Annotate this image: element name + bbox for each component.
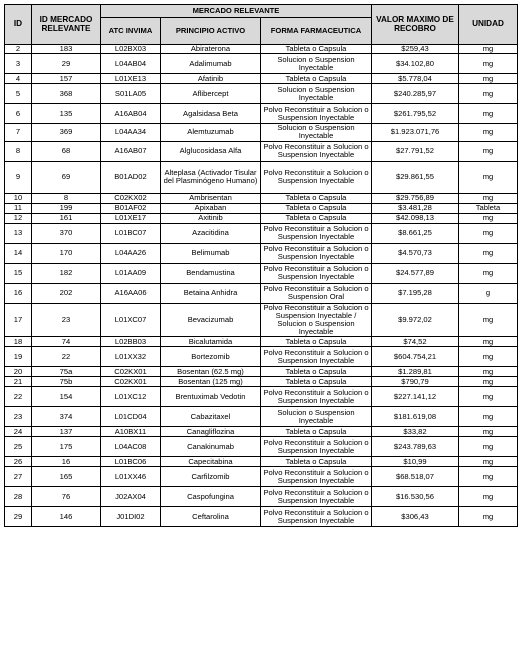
cell-unidad: mg: [459, 347, 518, 367]
cell-valor: $3.481,28: [372, 203, 459, 213]
cell-valor: $261.795,52: [372, 104, 459, 124]
table-row: [5, 457, 518, 467]
cell-valor: $259,43: [372, 45, 459, 54]
cell-id: 15: [5, 263, 32, 283]
cell-unidad: mg: [459, 124, 518, 141]
cell-mercado: 137: [32, 427, 101, 437]
cell-unidad: mg: [459, 457, 518, 467]
cell-forma: Solucion o Suspension Inyectable: [261, 84, 372, 104]
cell-atc: J02AX04: [101, 487, 161, 507]
cell-id: 27: [5, 467, 32, 487]
cell-unidad: mg: [459, 507, 518, 527]
cell-id: 24: [5, 427, 32, 437]
cell-unidad: mg: [459, 161, 518, 193]
cell-mercado: 22: [32, 347, 101, 367]
cell-atc: L04AA26: [101, 243, 161, 263]
cell-principio: Brentuximab Vedotin: [161, 387, 261, 407]
cell-unidad: mg: [459, 223, 518, 243]
cell-mercado: 202: [32, 283, 101, 303]
cell-atc: L01XC12: [101, 387, 161, 407]
table-row: [5, 141, 518, 161]
table-row: [5, 74, 518, 84]
cell-valor: $181.619,08: [372, 407, 459, 427]
cell-unidad: g: [459, 283, 518, 303]
cell-principio: Agalsidasa Beta: [161, 104, 261, 124]
cell-mercado: 199: [32, 203, 101, 213]
cell-forma: Polvo Reconstituir a Solucion o Suspension Inyectable: [261, 467, 372, 487]
header-principio: PRINCIPIO ACTIVO: [161, 18, 261, 45]
cell-atc: C02KX02: [101, 193, 161, 203]
cell-unidad: mg: [459, 263, 518, 283]
cell-forma: Solucion o Suspension Inyectable: [261, 124, 372, 141]
cell-atc: L01AA09: [101, 263, 161, 283]
cell-unidad: mg: [459, 303, 518, 337]
cell-forma: Solucion o Suspension Inyectable: [261, 407, 372, 427]
cell-id: 7: [5, 124, 32, 141]
cell-forma: Tableta o Capsula: [261, 377, 372, 387]
table-row: [5, 54, 518, 74]
cell-valor: $1.289,81: [372, 367, 459, 377]
cell-id: 22: [5, 387, 32, 407]
cell-mercado: 8: [32, 193, 101, 203]
table-row: [5, 337, 518, 347]
cell-forma: Polvo Reconstituir a Solucion o Suspension Inyectable: [261, 263, 372, 283]
cell-unidad: mg: [459, 437, 518, 457]
cell-atc: A16AA06: [101, 283, 161, 303]
cell-id: 29: [5, 507, 32, 527]
cell-unidad: mg: [459, 407, 518, 427]
header-id-mercado: ID MERCADO RELEVANTE: [32, 5, 101, 45]
cell-id: 9: [5, 161, 32, 193]
table-row: [5, 303, 518, 337]
cell-unidad: mg: [459, 193, 518, 203]
cell-forma: Tableta o Capsula: [261, 213, 372, 223]
cell-valor: $243.789,63: [372, 437, 459, 457]
header-atc: ATC INVIMA: [101, 18, 161, 45]
page: [4, 4, 518, 527]
cell-atc: A16AB04: [101, 104, 161, 124]
cell-id: 13: [5, 223, 32, 243]
cell-atc: L01BC06: [101, 457, 161, 467]
cell-unidad: mg: [459, 377, 518, 387]
cell-unidad: mg: [459, 427, 518, 437]
table-row: [5, 487, 518, 507]
cell-unidad: mg: [459, 84, 518, 104]
cell-mercado: 374: [32, 407, 101, 427]
cell-unidad: mg: [459, 104, 518, 124]
cell-valor: $74,52: [372, 337, 459, 347]
cell-forma: Polvo Reconstituir a Solucion o Suspension Inyectable: [261, 347, 372, 367]
cell-atc: L04AC08: [101, 437, 161, 457]
header-forma: FORMA FARMACEUTICA: [261, 18, 372, 45]
cell-atc: C02KX01: [101, 377, 161, 387]
cell-valor: $10,99: [372, 457, 459, 467]
cell-mercado: 170: [32, 243, 101, 263]
cell-mercado: 29: [32, 54, 101, 74]
cell-mercado: 161: [32, 213, 101, 223]
cell-forma: Tableta o Capsula: [261, 45, 372, 54]
cell-valor: $24.577,89: [372, 263, 459, 283]
cell-forma: Tableta o Capsula: [261, 337, 372, 347]
table-row: [5, 45, 518, 54]
cell-mercado: 76: [32, 487, 101, 507]
cell-forma: Polvo Reconstituir a Solucion o Suspension Inyectable: [261, 141, 372, 161]
cell-mercado: 146: [32, 507, 101, 527]
table-row: [5, 104, 518, 124]
cell-valor: $604.754,21: [372, 347, 459, 367]
table-row: [5, 427, 518, 437]
cell-unidad: mg: [459, 467, 518, 487]
cell-mercado: 368: [32, 84, 101, 104]
cell-principio: Belimumab: [161, 243, 261, 263]
cell-valor: $27.791,52: [372, 141, 459, 161]
cell-valor: $33,82: [372, 427, 459, 437]
cell-valor: $68.518,07: [372, 467, 459, 487]
cell-id: 18: [5, 337, 32, 347]
cell-forma: Polvo Reconstituir a Solucion o Suspension Inyectable: [261, 437, 372, 457]
cell-atc: L01XX32: [101, 347, 161, 367]
cell-atc: B01AF02: [101, 203, 161, 213]
table-row: [5, 467, 518, 487]
cell-id: 19: [5, 347, 32, 367]
cell-mercado: 75b: [32, 377, 101, 387]
cell-valor: $227.141,12: [372, 387, 459, 407]
cell-id: 11: [5, 203, 32, 213]
cell-principio: Afatinib: [161, 74, 261, 84]
cell-forma: Polvo Reconstituir a Solucion o Suspension Inyectable: [261, 387, 372, 407]
cell-atc: L04AA34: [101, 124, 161, 141]
cell-principio: Canagliflozina: [161, 427, 261, 437]
cell-unidad: mg: [459, 74, 518, 84]
cell-id: 21: [5, 377, 32, 387]
table-row: [5, 124, 518, 141]
table-row: [5, 387, 518, 407]
cell-principio: Azacitidina: [161, 223, 261, 243]
cell-principio: Abiraterona: [161, 45, 261, 54]
cell-forma: Tableta o Capsula: [261, 427, 372, 437]
cell-mercado: 68: [32, 141, 101, 161]
cell-id: 3: [5, 54, 32, 74]
table-row: [5, 283, 518, 303]
cell-valor: $42.098,13: [372, 213, 459, 223]
cell-id: 28: [5, 487, 32, 507]
price-table: [4, 4, 518, 527]
cell-atc: L01XC07: [101, 303, 161, 337]
cell-id: 2: [5, 45, 32, 54]
cell-mercado: 75a: [32, 367, 101, 377]
cell-valor: $34.102,80: [372, 54, 459, 74]
cell-forma: Polvo Reconstituir a Solucion o Suspension Inyectable: [261, 104, 372, 124]
table-row: [5, 437, 518, 457]
cell-mercado: 74: [32, 337, 101, 347]
cell-forma: Polvo Reconstituir a Solucion o Suspension Inyectable: [261, 487, 372, 507]
cell-principio: Ceftarolina: [161, 507, 261, 527]
cell-forma: Polvo Reconstituir a Solucion o Suspension Inyectable: [261, 243, 372, 263]
cell-id: 6: [5, 104, 32, 124]
cell-id: 14: [5, 243, 32, 263]
cell-forma: Polvo Reconstituir a Solucion o Suspension Inyectable: [261, 223, 372, 243]
cell-valor: $29.756,89: [372, 193, 459, 203]
cell-principio: Alemtuzumab: [161, 124, 261, 141]
cell-principio: Adalimumab: [161, 54, 261, 74]
cell-valor: $8.661,25: [372, 223, 459, 243]
cell-valor: $5.778,04: [372, 74, 459, 84]
table-body: [5, 45, 518, 527]
cell-atc: L01CD04: [101, 407, 161, 427]
cell-atc: B01AD02: [101, 161, 161, 193]
table-row: [5, 161, 518, 193]
cell-atc: L01XX46: [101, 467, 161, 487]
cell-principio: Bevacizumab: [161, 303, 261, 337]
cell-principio: Apixaban: [161, 203, 261, 213]
cell-mercado: 23: [32, 303, 101, 337]
cell-forma: Tableta o Capsula: [261, 74, 372, 84]
cell-atc: L04AB04: [101, 54, 161, 74]
cell-mercado: 16: [32, 457, 101, 467]
cell-unidad: mg: [459, 487, 518, 507]
cell-principio: Betaina Anhidra: [161, 283, 261, 303]
cell-valor: $1.923.071,76: [372, 124, 459, 141]
cell-id: 25: [5, 437, 32, 457]
table-row: [5, 84, 518, 104]
cell-valor: $4.570,73: [372, 243, 459, 263]
cell-valor: $790,79: [372, 377, 459, 387]
cell-atc: L02BX03: [101, 45, 161, 54]
cell-atc: A16AB07: [101, 141, 161, 161]
table-row: [5, 263, 518, 283]
cell-forma: Solucion o Suspension Inyectable: [261, 54, 372, 74]
cell-principio: Carfilzomib: [161, 467, 261, 487]
cell-atc: A10BX11: [101, 427, 161, 437]
table-row: [5, 407, 518, 427]
cell-id: 8: [5, 141, 32, 161]
table-row: [5, 243, 518, 263]
table-row: [5, 367, 518, 377]
cell-valor: $16.530,56: [372, 487, 459, 507]
header-id: ID: [5, 5, 32, 45]
cell-principio: Ambrisentan: [161, 193, 261, 203]
cell-unidad: mg: [459, 141, 518, 161]
cell-unidad: mg: [459, 54, 518, 74]
cell-unidad: mg: [459, 213, 518, 223]
cell-mercado: 154: [32, 387, 101, 407]
cell-atc: S01LA05: [101, 84, 161, 104]
cell-mercado: 157: [32, 74, 101, 84]
cell-forma: Polvo Reconstituir a Solucion o Suspension Inyectable / Solucion o Suspension Inyectable: [261, 303, 372, 337]
cell-forma: Polvo Reconstituir a Solucion o Suspension Inyectable: [261, 507, 372, 527]
table-row: [5, 223, 518, 243]
cell-id: 23: [5, 407, 32, 427]
cell-valor: $240.285,97: [372, 84, 459, 104]
table-row: [5, 377, 518, 387]
cell-principio: Caspofungina: [161, 487, 261, 507]
cell-forma: Tableta o Capsula: [261, 203, 372, 213]
cell-principio: Bortezomib: [161, 347, 261, 367]
cell-atc: L01XE13: [101, 74, 161, 84]
cell-unidad: mg: [459, 45, 518, 54]
table-row: [5, 193, 518, 203]
cell-principio: Aflibercept: [161, 84, 261, 104]
cell-forma: Tableta o Capsula: [261, 193, 372, 203]
cell-principio: Bosentan (125 mg): [161, 377, 261, 387]
cell-unidad: Tableta: [459, 203, 518, 213]
cell-valor: $29.861,55: [372, 161, 459, 193]
cell-unidad: mg: [459, 337, 518, 347]
cell-principio: Alglucosidasa Alfa: [161, 141, 261, 161]
cell-atc: L01BC07: [101, 223, 161, 243]
cell-mercado: 165: [32, 467, 101, 487]
header-valor: VALOR MAXIMO DE RECOBRO: [372, 5, 459, 45]
cell-principio: Bosentan (62.5 mg): [161, 367, 261, 377]
cell-valor: $7.195,28: [372, 283, 459, 303]
cell-principio: Bendamustina: [161, 263, 261, 283]
cell-id: 12: [5, 213, 32, 223]
cell-principio: Bicalutamida: [161, 337, 261, 347]
cell-forma: Polvo Reconstituir a Solucion o Suspension Inyectable: [261, 161, 372, 193]
cell-principio: Axitinib: [161, 213, 261, 223]
cell-forma: Tableta o Capsula: [261, 367, 372, 377]
cell-atc: J01DI02: [101, 507, 161, 527]
cell-forma: Tableta o Capsula: [261, 457, 372, 467]
cell-id: 4: [5, 74, 32, 84]
cell-principio: Capecitabina: [161, 457, 261, 467]
cell-mercado: 369: [32, 124, 101, 141]
table-row: [5, 203, 518, 213]
cell-id: 5: [5, 84, 32, 104]
header-mercado-relevante: MERCADO RELEVANTE: [101, 5, 372, 18]
cell-atc: L02BB03: [101, 337, 161, 347]
cell-atc: C02KX01: [101, 367, 161, 377]
cell-forma: Polvo Reconstituir a Solucion o Suspension Oral: [261, 283, 372, 303]
cell-principio: Cabazitaxel: [161, 407, 261, 427]
cell-valor: $9.972,02: [372, 303, 459, 337]
cell-principio: Canakinumab: [161, 437, 261, 457]
cell-mercado: 370: [32, 223, 101, 243]
cell-mercado: 183: [32, 45, 101, 54]
cell-mercado: 135: [32, 104, 101, 124]
cell-atc: L01XE17: [101, 213, 161, 223]
cell-id: 17: [5, 303, 32, 337]
table-row: [5, 347, 518, 367]
cell-id: 16: [5, 283, 32, 303]
cell-id: 10: [5, 193, 32, 203]
cell-unidad: mg: [459, 367, 518, 377]
cell-mercado: 175: [32, 437, 101, 457]
header-unidad: UNIDAD: [459, 5, 518, 45]
table-row: [5, 507, 518, 527]
table-row: [5, 213, 518, 223]
cell-unidad: mg: [459, 243, 518, 263]
cell-id: 26: [5, 457, 32, 467]
cell-mercado: 182: [32, 263, 101, 283]
cell-valor: $306,43: [372, 507, 459, 527]
cell-id: 20: [5, 367, 32, 377]
cell-principio: Alteplasa (Activador Tisular del Plasminógeno Humano): [161, 161, 261, 193]
cell-mercado: 69: [32, 161, 101, 193]
cell-unidad: mg: [459, 387, 518, 407]
